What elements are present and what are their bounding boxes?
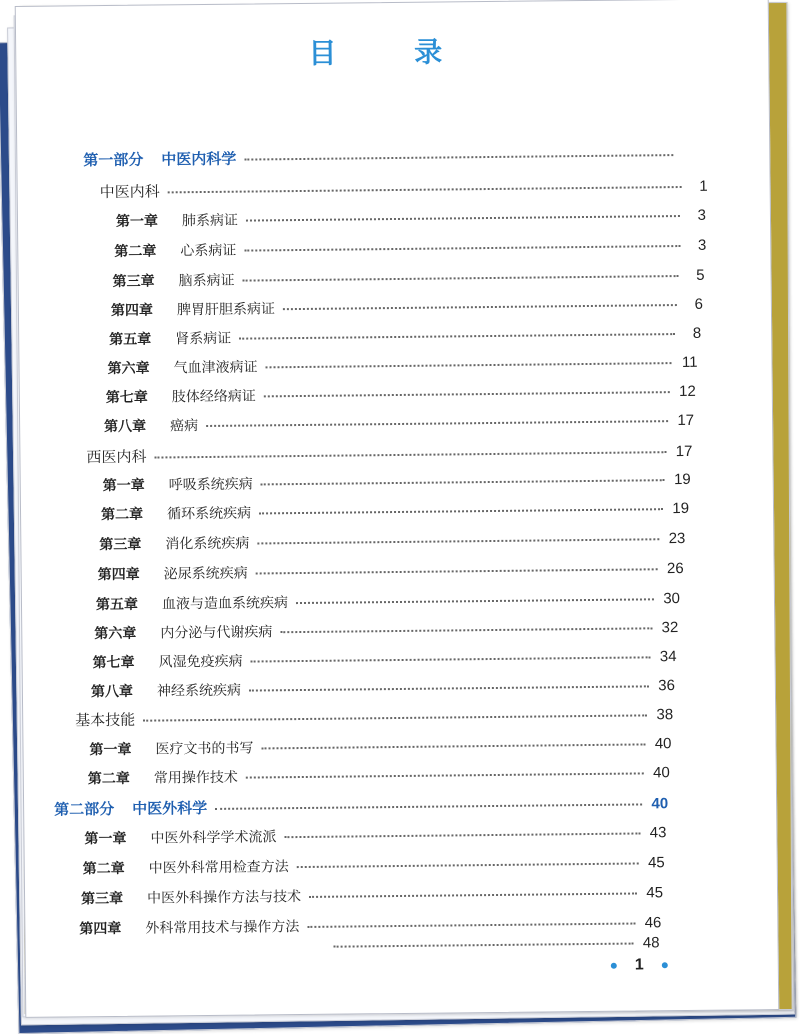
chapter-number: 第四章 (110, 302, 154, 319)
chapter-number: 第一章 (115, 213, 159, 230)
section-title: 西医内科 (86, 447, 147, 467)
chapter-number: 第二章 (114, 243, 157, 260)
toc-section[interactable] (100, 175, 708, 202)
chapter-title: 癌病 (170, 418, 199, 435)
chapter-title: 心系病证 (180, 242, 237, 260)
toc-entry[interactable] (113, 265, 705, 291)
toc-entry[interactable] (104, 410, 694, 436)
page-ref: 48 (642, 934, 660, 952)
page-ref: 19 (672, 499, 690, 518)
chapter-title: 呼吸系统疾病 (168, 476, 253, 494)
page-ref: 40 (654, 735, 672, 753)
page-ref: 23 (668, 529, 686, 548)
chapter-title: 内分泌与代谢疾病 (160, 624, 273, 642)
chapter-number: 第三章 (80, 890, 124, 908)
toc-entry[interactable] (114, 235, 706, 261)
chapter-number: 第八章 (90, 683, 133, 701)
chapter-number: 第五章 (109, 331, 152, 349)
toc-entry[interactable] (92, 646, 676, 672)
page-ref: 34 (659, 648, 677, 666)
chapter-number: 第一章 (102, 477, 145, 495)
toc-entry[interactable] (103, 469, 691, 495)
chapter-title: 中医外科学学术流派 (150, 829, 277, 847)
dot-leader (265, 361, 671, 368)
toc-entry[interactable] (81, 882, 663, 908)
chapter-number: 第五章 (95, 596, 139, 614)
page-ref: 40 (651, 795, 669, 813)
toc-entry[interactable] (96, 588, 680, 614)
page-ref: 17 (675, 442, 693, 461)
page-ref: 5 (696, 266, 705, 284)
page-footer (611, 956, 668, 975)
toc-entry[interactable] (116, 205, 706, 231)
page-ref: 46 (644, 914, 662, 932)
chapter-title: 脾胃肝胆系病证 (176, 301, 275, 319)
toc-entry[interactable] (91, 675, 675, 701)
toc-page (15, 0, 780, 1018)
page-ref: 12 (679, 382, 696, 401)
bullet-dot-icon (611, 963, 617, 969)
dot-leader (244, 244, 680, 252)
chapter-title: 肢体经络病证 (171, 388, 256, 406)
page-ref: 43 (649, 824, 667, 842)
toc-entry[interactable] (84, 822, 666, 848)
toc-entry[interactable] (88, 762, 670, 788)
chapter-title: 风湿免疫疾病 (158, 653, 243, 671)
chapter-number: 第六章 (107, 360, 150, 378)
toc-entry[interactable] (106, 381, 696, 407)
part-number: 第二部分 (54, 799, 115, 819)
dot-leader (206, 419, 668, 427)
chapter-number: 第七章 (92, 654, 135, 672)
chapter-number: 第一章 (89, 741, 132, 759)
toc-entry[interactable] (99, 528, 685, 554)
toc-entry[interactable] (98, 558, 684, 584)
dot-leader (261, 742, 645, 749)
part-number: 第一部分 (83, 150, 144, 170)
chapter-title: 血液与造血系统疾病 (161, 595, 289, 613)
chapter-title: 肾系病证 (175, 330, 232, 348)
page-number: 1 (634, 956, 644, 974)
page-ref: 26 (666, 560, 684, 578)
toc-entry[interactable] (107, 352, 697, 378)
chapter-number: 第二章 (82, 860, 125, 878)
page-ref: 19 (673, 470, 691, 489)
section-title: 中医内科 (99, 182, 160, 202)
dot-leader (264, 390, 670, 397)
dot-leader (280, 626, 652, 633)
chapter-number: 第二章 (100, 506, 144, 524)
chapter-number: 第六章 (94, 625, 137, 643)
page-ref: 45 (646, 884, 664, 902)
chapter-number: 第三章 (99, 536, 142, 554)
dot-leader (284, 831, 640, 838)
page-ref: 11 (681, 353, 698, 372)
page-ref: 32 (661, 619, 679, 637)
chapter-title: 肺系病证 (181, 212, 239, 230)
dot-leader (143, 713, 647, 721)
chapter-number: 第四章 (79, 920, 122, 938)
page-title: 目 录 (308, 35, 477, 70)
toc-entry[interactable] (94, 617, 678, 643)
part-title: 中医外科学 (132, 799, 208, 818)
dot-leader (239, 332, 675, 340)
section-title: 基本技能 (75, 710, 136, 730)
page-ref: 17 (677, 411, 695, 430)
dot-leader (246, 771, 644, 778)
chapter-title: 循环系统疾病 (166, 505, 252, 523)
page-ref: 45 (647, 854, 665, 872)
dot-leader (297, 861, 639, 868)
chapter-title: 中医外科操作方法与技术 (146, 889, 302, 907)
dot-leader (215, 802, 642, 809)
dot-leader (261, 478, 665, 485)
toc-section[interactable] (75, 703, 673, 730)
chapter-number: 第八章 (104, 418, 147, 436)
toc-entry-continuation[interactable] (325, 934, 659, 954)
chapter-number: 第七章 (105, 389, 148, 407)
page-ref: 3 (697, 206, 707, 224)
chapter-title: 脑系病证 (178, 272, 235, 290)
toc-part-1[interactable] (83, 143, 699, 170)
dot-leader (307, 922, 635, 928)
chapter-title: 常用操作技术 (153, 769, 238, 787)
page-ref: 38 (656, 706, 674, 724)
toc-entry[interactable] (83, 852, 665, 878)
dot-leader (256, 567, 658, 574)
dot-leader (246, 214, 680, 222)
toc-entry[interactable] (109, 323, 701, 349)
dot-leader (259, 507, 663, 514)
chapter-number: 第二章 (87, 770, 130, 788)
dot-leader (334, 942, 634, 948)
chapter-title: 医疗文书的书写 (155, 740, 254, 758)
chapter-title: 外科常用技术与操作方法 (145, 919, 300, 937)
dot-leader (251, 655, 651, 662)
chapter-title: 气血津液病证 (173, 359, 258, 377)
chapter-title: 泌尿系统疾病 (163, 565, 248, 583)
toc-section[interactable] (86, 440, 692, 467)
dot-leader (257, 537, 659, 544)
chapter-title: 中医外科常用检查方法 (148, 859, 289, 877)
toc-part-2[interactable] (54, 792, 668, 819)
dot-leader (244, 153, 673, 160)
dot-leader (296, 597, 654, 604)
page-ref: 8 (692, 324, 702, 342)
page-ref: 6 (694, 295, 703, 313)
part-title: 中医内科学 (161, 149, 237, 169)
chapter-number: 第三章 (112, 273, 155, 290)
chapter-title: 消化系统疾病 (165, 535, 250, 553)
toc-entry[interactable] (111, 294, 703, 320)
page-ref: 36 (658, 677, 675, 695)
toc-entry[interactable] (101, 498, 689, 524)
page-ref: 30 (663, 590, 681, 608)
dot-leader (249, 684, 649, 691)
page-ref: 40 (653, 764, 670, 782)
dot-leader (243, 274, 679, 282)
chapter-number: 第四章 (97, 566, 140, 584)
chapter-title: 神经系统疾病 (156, 682, 241, 700)
bullet-dot-icon (662, 962, 668, 968)
dot-leader (283, 303, 677, 310)
page-ref: 1 (699, 177, 708, 195)
toc-entry[interactable] (89, 733, 671, 759)
dot-leader (154, 450, 666, 458)
chapter-number: 第一章 (84, 830, 127, 848)
page-ref: 3 (697, 236, 707, 254)
dot-leader (309, 892, 637, 898)
dot-leader (168, 185, 682, 193)
